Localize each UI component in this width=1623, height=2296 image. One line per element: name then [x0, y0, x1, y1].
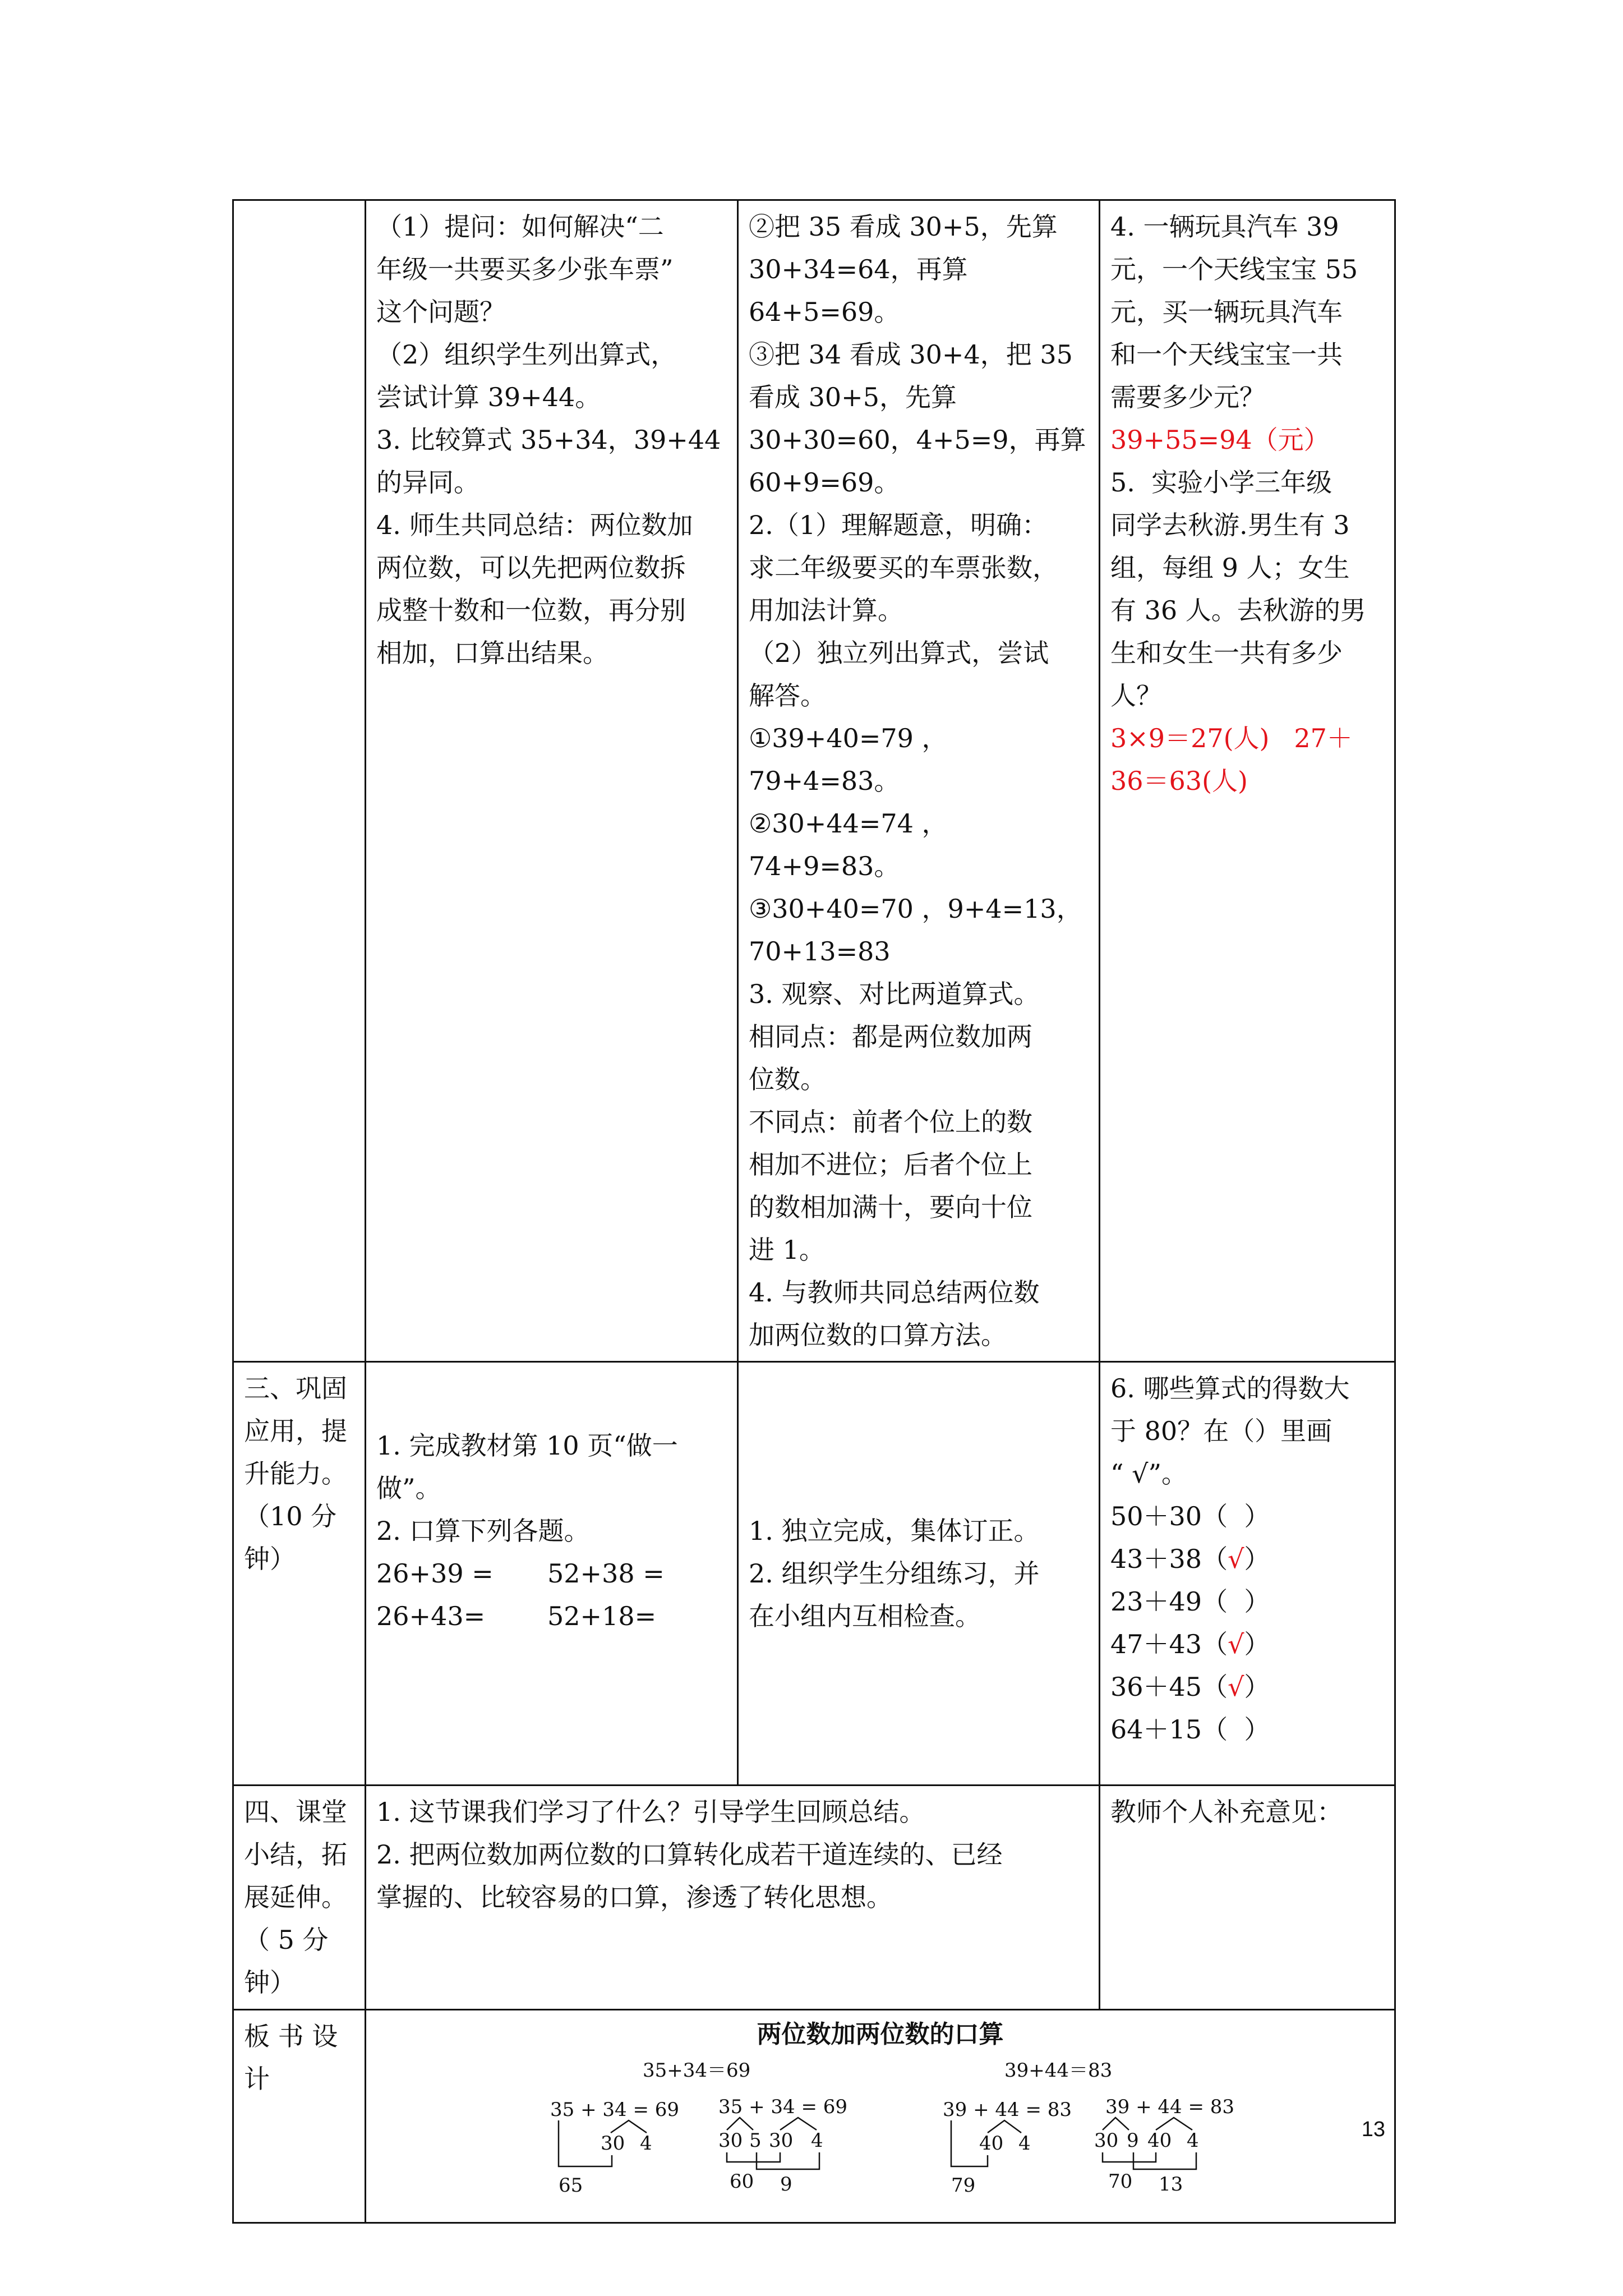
summary-line: 2. 把两位数加两位数的口算转化成若干道连续的、已经: [376, 1839, 1003, 1870]
check-item: [1110, 1665, 1384, 1708]
check-item-text: 64＋15（: [1110, 1714, 1228, 1745]
teacher-activity-line: 尝试计算 39+44。: [376, 382, 601, 412]
student-activity-line: 2. 组织学生分组练习，并: [749, 1558, 1040, 1589]
page-number: 13: [1361, 2118, 1385, 2141]
exercise-line: 元，买一辆玩具汽车: [1110, 297, 1343, 327]
summary-line: 掌握的、比较容易的口算，渗透了转化思想。: [376, 1882, 892, 1912]
teacher-activity-line: 这个问题？: [376, 297, 505, 327]
student-activity-line: ①39+40=79 ，79+4=83。: [749, 723, 948, 796]
student-activity-line: 用加法计算。: [749, 595, 903, 625]
stage-label-line: 板 书 设: [244, 2021, 338, 2051]
equation-item: 26+43=: [376, 1601, 486, 1631]
student-activity-line: 求二年级要买的车票张数，: [749, 553, 1058, 583]
student-activity-line: ②30+44=74 ，74+9=83。: [749, 808, 948, 881]
board-d-split-lines-2: [1156, 2118, 1192, 2130]
board-c-result: 79: [951, 2174, 976, 2197]
check-mark: √: [1228, 1672, 1244, 1702]
student-activity-line: 30+34=64，再算 64+5=69。: [749, 254, 976, 327]
teacher-activity-line: 年级一共要买多少张车票”: [376, 254, 674, 284]
teacher-activity-cell: [366, 200, 738, 1362]
board-c-split-lines: [988, 2120, 1021, 2133]
check-item-text: ）: [1244, 1544, 1270, 1574]
exercise-line: 5. 实验小学三年级: [1110, 467, 1332, 498]
student-activity-line: 解答。: [749, 680, 826, 711]
row-process: [233, 200, 1395, 1362]
equation-item: 52+38 =: [547, 1558, 665, 1589]
teacher-activity-line: 两位数，可以先把两位数拆: [376, 553, 686, 583]
row-summary: [233, 1786, 1395, 2010]
board-a-split-1: 30: [601, 2132, 625, 2155]
exercise-line: 人？: [1110, 680, 1162, 711]
student-activity-cell: [738, 1362, 1100, 1786]
student-activity-line: （2）独立列出算式，尝试: [749, 638, 1049, 668]
board-b-split-1: 30: [718, 2129, 743, 2152]
exercise-line: 需要多少元？: [1110, 382, 1265, 412]
board-diagram: [376, 2054, 1380, 2200]
student-activity-line: 70+13=83: [749, 936, 891, 967]
board-title: 两位数加两位数的口算: [757, 2020, 1004, 2049]
check-item-text: ）: [1244, 1629, 1270, 1659]
student-activity-line: ③把 34 看成 30+4，把 35: [749, 339, 1073, 370]
exercise-line: 同学去秋游.男生有 3: [1110, 510, 1350, 540]
practice-equations: [376, 1552, 727, 1637]
board-b-result-1: 60: [730, 2170, 754, 2193]
student-activity-line: 2.（1）理解题意，明确：: [749, 510, 1048, 540]
student-activity-line: ②把 35 看成 30+5，先算: [749, 211, 1058, 242]
row-consolidation: [233, 1362, 1395, 1786]
student-activity-line: 相加不进位；后者个位上: [749, 1149, 1032, 1180]
teacher-activity-line: 成整十数和一位数，再分别: [376, 595, 686, 625]
board-d-split-2: 9: [1127, 2129, 1139, 2152]
check-item: [1110, 1623, 1384, 1665]
teacher-notes-cell: [1100, 1786, 1395, 2010]
exercise-line: 元，一个天线宝宝 55: [1110, 254, 1358, 284]
stage-label-line: 应用，提: [244, 1416, 347, 1446]
exercise-line: 有 36 人。去秋游的男: [1110, 595, 1366, 625]
teacher-notes-label: 教师个人补充意见：: [1110, 1797, 1343, 1827]
answer-text: 39+55=94（元）: [1110, 425, 1330, 455]
student-activity-line: 进 1。: [749, 1235, 825, 1265]
summary-line: 1. 这节课我们学习了什么？引导学生回顾总结。: [376, 1797, 925, 1827]
teacher-activity-line: 做”。: [376, 1473, 441, 1503]
exercise-line: 组，每组 9 人；女生: [1110, 553, 1350, 583]
board-d-split-3: 40: [1147, 2129, 1172, 2152]
board-c-expr: 39 + 44 = 83: [943, 2099, 1072, 2121]
student-activity-line: 加两位数的口算方法。: [749, 1320, 1007, 1350]
board-cell: [366, 2010, 1395, 2223]
board-d-split-lines-1: [1103, 2118, 1129, 2130]
board-a-result: 65: [559, 2174, 583, 2197]
check-item-text: 36＋45（: [1110, 1672, 1228, 1702]
student-activity-cell: [738, 200, 1100, 1362]
equation-item: 26+39 =: [376, 1558, 494, 1589]
stage-cell-empty: [233, 200, 366, 1362]
teacher-activity-line: 2. 口算下列各题。: [376, 1516, 590, 1546]
student-activity-line: 3. 观察、对比两道算式。: [749, 979, 1040, 1009]
exercise-cell: [1100, 1362, 1395, 1786]
student-activity-line: 30+30=60，4+5=9，再算: [749, 425, 1086, 455]
teacher-activity-line: 3. 比较算式 35+34，39+44: [376, 425, 721, 455]
exercise-line: 和一个天线宝宝一共: [1110, 339, 1343, 370]
exercise-line: 6. 哪些算式的得数大: [1110, 1373, 1350, 1404]
board-b-bracket-1: [727, 2152, 780, 2162]
board-b-split-4: 4: [811, 2129, 823, 2152]
exercise-line: “ √”。: [1110, 1458, 1187, 1489]
student-activity-line: 不同点：前者个位上的数: [749, 1107, 1032, 1137]
teacher-activity-line: 4. 师生共同总结：两位数加: [376, 510, 693, 540]
board-d-result-2: 13: [1159, 2173, 1183, 2196]
check-mark: √: [1228, 1629, 1244, 1659]
answer-text: 36＝63(人): [1110, 766, 1248, 796]
board-b-split-lines-2: [780, 2118, 817, 2130]
check-mark: √: [1228, 1544, 1244, 1574]
teacher-activity-line: （1）提问：如何解决“二: [376, 211, 664, 242]
stage-label-line: 展延伸。: [244, 1882, 347, 1912]
check-item-text: ）: [1228, 1501, 1270, 1531]
teacher-activity-line: 的异同。: [376, 467, 479, 498]
check-item-text: 47＋43（: [1110, 1629, 1228, 1659]
check-item-text: 50＋30（: [1110, 1501, 1228, 1531]
board-b-expr: 35 + 34 = 69: [718, 2096, 847, 2118]
stage-label-line: 钟）: [244, 1544, 296, 1574]
student-activity-line: ③30+40=70 ，9+4=13，: [749, 894, 1082, 924]
stage-cell: [233, 1362, 366, 1786]
stage-label-line: 小结，拓: [244, 1839, 347, 1870]
teacher-activity-line: （2）组织学生列出算式，: [376, 339, 677, 370]
equation-item: 52+18=: [547, 1601, 657, 1631]
board-a-split-lines: [611, 2120, 647, 2133]
board-d-split-1: 30: [1094, 2129, 1119, 2152]
stage-cell: [233, 1786, 366, 2010]
board-d-result-1: 70: [1108, 2170, 1133, 2193]
check-item-text: ）: [1244, 1672, 1270, 1702]
exercise-line: 生和女生一共有多少: [1110, 638, 1343, 668]
board-c-split-2: 4: [1018, 2132, 1031, 2155]
stage-label-line: 钟）: [244, 1967, 296, 1998]
student-activity-line: 1. 独立完成，集体订正。: [749, 1516, 1040, 1546]
board-d-bracket-2: [1133, 2152, 1196, 2169]
board-c-split-1: 40: [979, 2132, 1004, 2155]
board-b-result-2: 9: [780, 2173, 792, 2196]
answer-text: 3×9＝27(人) 27＋: [1110, 723, 1353, 753]
board-equation-1: 35+34＝69: [643, 2059, 751, 2082]
student-activity-line: 60+9=69。: [749, 467, 900, 498]
board-a-expr: 35 + 34 = 69: [550, 2099, 679, 2121]
check-item: [1110, 1580, 1384, 1623]
stage-label-line: 升能力。: [244, 1458, 347, 1489]
stage-label-line: 计: [244, 2064, 270, 2094]
board-b-split-2: 5: [749, 2129, 762, 2152]
lesson-plan-table: [232, 199, 1396, 2224]
board-d-split-4: 4: [1187, 2129, 1199, 2152]
check-item-text: ）: [1228, 1586, 1270, 1617]
check-item: [1110, 1538, 1384, 1580]
check-item-text: ）: [1228, 1714, 1270, 1745]
check-item-text: 43＋38（: [1110, 1544, 1228, 1574]
teacher-activity-cell: [366, 1362, 738, 1786]
stage-label-line: （ 5 分: [244, 1925, 329, 1955]
board-b-split-lines-1: [727, 2118, 753, 2130]
teacher-activity-line: 1. 完成教材第 10 页“做一: [376, 1430, 678, 1461]
board-b-split-3: 30: [769, 2129, 794, 2152]
student-activity-line: 位数。: [749, 1064, 826, 1094]
board-b-bracket-2: [757, 2152, 819, 2169]
student-activity-line: 的数相加满十，要向十位: [749, 1192, 1032, 1222]
student-activity-line: 在小组内互相检查。: [749, 1601, 981, 1631]
exercise-cell: [1100, 200, 1395, 1362]
check-item: [1110, 1708, 1384, 1751]
stage-label-line: 三、巩固: [244, 1373, 347, 1404]
equation-row: [376, 1552, 727, 1595]
teacher-activity-line: 相加，口算出结果。: [376, 638, 608, 668]
equation-row: [376, 1595, 727, 1637]
stage-cell: [233, 2010, 366, 2223]
check-item-text: 23＋49（: [1110, 1586, 1228, 1617]
exercise-line: 4. 一辆玩具汽车 39: [1110, 211, 1339, 242]
summary-cell: [366, 1786, 1100, 2010]
board-d-bracket-1: [1103, 2152, 1156, 2162]
student-activity-line: 4. 与教师共同总结两位数: [749, 1277, 1040, 1308]
student-activity-line: 相同点：都是两位数加两: [749, 1022, 1032, 1052]
row-board-design: [233, 2010, 1395, 2223]
exercise-line: 于 80？在（）里画: [1110, 1416, 1332, 1446]
stage-label-line: 四、课堂: [244, 1797, 347, 1827]
board-a-split-2: 4: [640, 2132, 652, 2155]
check-item: [1110, 1495, 1384, 1538]
stage-label-line: （10 分: [244, 1501, 337, 1531]
student-activity-line: 看成 30+5，先算: [749, 382, 957, 412]
board-d-expr: 39 + 44 = 83: [1105, 2096, 1234, 2118]
board-equation-2: 39+44＝83: [1004, 2059, 1113, 2082]
